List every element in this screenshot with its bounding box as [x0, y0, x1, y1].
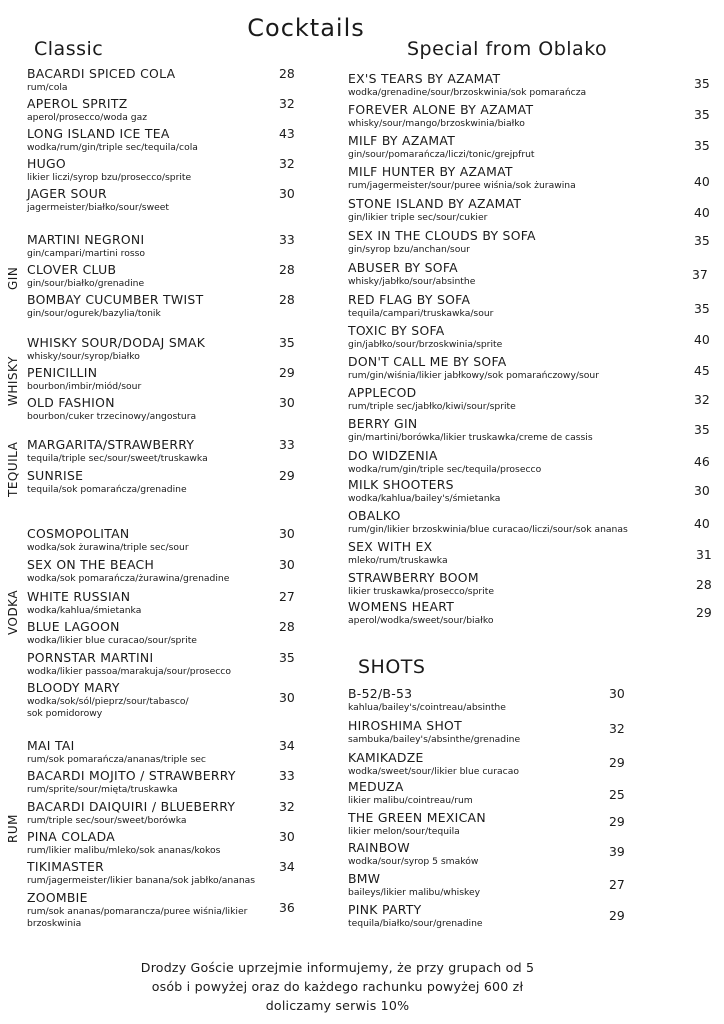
item-ingredients: baileys/likier malibu/whiskey — [348, 887, 481, 898]
item-price: 30 — [279, 395, 295, 410]
item-price: 29 — [696, 605, 712, 620]
item-price: 46 — [694, 454, 710, 469]
item-ingredients: gin/syrop bzu/anchan/sour — [348, 244, 470, 255]
item-price: 30 — [694, 483, 710, 498]
item-name: PINA COLADA — [27, 829, 115, 844]
item-name: TOXIC BY SOFA — [348, 323, 445, 338]
item-name: LONG ISLAND ICE TEA — [27, 126, 170, 141]
item-ingredients: whisky/jabłko/sour/absinthe — [348, 276, 476, 287]
menu-item — [348, 477, 688, 504]
item-price: 30 — [279, 690, 295, 705]
item-name: BLOODY MARY — [27, 680, 120, 695]
item-price: 33 — [279, 768, 295, 783]
item-name: SEX IN THE CLOUDS BY SOFA — [348, 228, 536, 243]
item-name: TIKIMASTER — [27, 859, 105, 874]
menu-item — [348, 871, 598, 898]
item-price: 35 — [694, 107, 710, 122]
menu-item — [27, 589, 277, 616]
item-price: 40 — [694, 516, 710, 531]
item-name: MARGARITA/STRAWBERRY — [27, 437, 195, 452]
item-name: SUNRISE — [27, 468, 84, 483]
menu-item — [27, 262, 277, 289]
item-name: BACARDI SPICED COLA — [27, 66, 176, 81]
item-ingredients: likier melon/sour/tequila — [348, 826, 460, 837]
item-name: STRAWBERRY BOOM — [348, 570, 479, 585]
item-name: JAGER SOUR — [27, 186, 107, 201]
item-ingredients: brzoskwinia — [27, 918, 82, 929]
item-name: APEROL SPRITZ — [27, 96, 128, 111]
item-price: 30 — [279, 829, 295, 844]
item-price: 28 — [279, 66, 295, 81]
item-name: MILF BY AZAMAT — [348, 133, 456, 148]
menu-item — [27, 395, 277, 422]
menu-item — [27, 768, 277, 795]
item-name: FOREVER ALONE BY AZAMAT — [348, 102, 534, 117]
menu-item — [27, 126, 277, 153]
item-price: 34 — [279, 738, 295, 753]
item-name: BLUE LAGOON — [27, 619, 120, 634]
item-ingredients: sok pomidorowy — [27, 708, 103, 719]
item-price: 40 — [694, 332, 710, 347]
item-name: KAMIKADZE — [348, 750, 424, 765]
item-name: OLD FASHION — [27, 395, 115, 410]
item-price: 32 — [609, 721, 625, 736]
item-ingredients: wodka/likier passoa/marakuja/sour/prosecco — [27, 666, 231, 677]
item-name: DO WIDZENIA — [348, 448, 438, 463]
item-ingredients: bourbon/cuker trzecinowy/angostura — [27, 411, 197, 422]
item-name: THE GREEN MEXICAN — [348, 810, 486, 825]
item-price: 28 — [279, 619, 295, 634]
menu-item — [348, 292, 688, 319]
item-name: HIROSHIMA SHOT — [348, 718, 462, 733]
item-name: B-52/B-53 — [348, 686, 413, 701]
item-name: MAI TAI — [27, 738, 75, 753]
menu-item — [27, 156, 277, 183]
item-ingredients: gin/jabłko/sour/brzoskwinia/sprite — [348, 339, 503, 350]
menu-item — [348, 260, 688, 287]
item-price: 35 — [694, 301, 710, 316]
item-ingredients: wodka/rum/gin/triple sec/tequila/prosecco — [348, 464, 542, 475]
item-name: RED FLAG BY SOFA — [348, 292, 471, 307]
item-name: BMW — [348, 871, 381, 886]
menu-item — [348, 718, 598, 745]
item-ingredients: gin/campari/martini rosso — [27, 248, 146, 259]
menu-item — [27, 680, 277, 719]
item-price: 37 — [692, 267, 708, 282]
item-name: SEX ON THE BEACH — [27, 557, 155, 572]
footer-line: doliczamy serwis 10% — [265, 998, 410, 1013]
menu-item — [348, 323, 688, 350]
item-price: 35 — [279, 650, 295, 665]
item-name: PINK PARTY — [348, 902, 422, 917]
item-price: 34 — [279, 859, 295, 874]
item-ingredients: mleko/rum/truskawka — [348, 555, 448, 566]
menu-item — [27, 365, 277, 392]
item-price: 40 — [694, 205, 710, 220]
item-name: COSMOPOLITAN — [27, 526, 130, 541]
menu-item — [348, 354, 688, 381]
menu-item — [27, 859, 277, 886]
item-name: MARTINI NEGRONI — [27, 232, 145, 247]
item-name: BERRY GIN — [348, 416, 418, 431]
item-ingredients: rum/triple sec/jabłko/kiwi/sour/sprite — [348, 401, 516, 412]
item-price: 30 — [609, 686, 625, 701]
menu-item — [348, 228, 688, 255]
item-ingredients: gin/martini/borówka/likier truskawka/creme de cassis — [348, 432, 593, 443]
menu-item — [348, 164, 688, 191]
item-ingredients: tequila/campari/truskawka/sour — [348, 308, 494, 319]
menu-item — [348, 539, 688, 566]
special-heading: Special from Oblako — [407, 38, 608, 60]
item-ingredients: wodka/kahlua/bailey's/śmietanka — [348, 493, 501, 504]
item-name: OBALKO — [348, 508, 401, 523]
item-ingredients: rum/gin/likier brzoskwinia/blue curacao/liczi/sour/sok ananas — [348, 524, 628, 535]
item-price: 40 — [694, 174, 710, 189]
item-name: SEX WITH EX — [348, 539, 433, 554]
item-price: 32 — [279, 799, 295, 814]
page-title: Cocktails — [247, 14, 365, 42]
item-price: 35 — [694, 138, 710, 153]
item-ingredients: rum/jagermeister/likier banana/sok jabłko/ananas — [27, 875, 256, 886]
item-ingredients: likier truskawka/prosecco/sprite — [348, 586, 494, 597]
item-ingredients: rum/sprite/sour/mięta/truskawka — [27, 784, 178, 795]
menu-item — [348, 133, 688, 160]
item-ingredients: wodka/grenadine/sour/brzoskwinia/sok pomarańcza — [348, 87, 587, 98]
item-ingredients: gin/likier triple sec/sour/cukier — [348, 212, 488, 223]
menu-item — [348, 779, 598, 806]
item-ingredients: jagermeister/białko/sour/sweet — [27, 202, 169, 213]
footer-line: osób i powyżej oraz do każdego rachunku powyżej 600 zł — [151, 979, 524, 994]
shots-heading: SHOTS — [358, 656, 426, 678]
item-ingredients: kahlua/bailey's/cointreau/absinthe — [348, 702, 506, 713]
item-name: DON'T CALL ME BY SOFA — [348, 354, 507, 369]
section-label-gin: GIN — [6, 266, 20, 290]
item-price: 29 — [609, 908, 625, 923]
item-ingredients: rum/triple sec/sour/sweet/borówka — [27, 815, 187, 826]
menu-item — [348, 750, 598, 777]
menu-item — [348, 902, 598, 929]
item-price: 33 — [279, 437, 295, 452]
item-ingredients: likier liczi/syrop bzu/prosecco/sprite — [27, 172, 192, 183]
item-ingredients: aperol/prosecco/woda gaz — [27, 112, 148, 123]
item-name: WHITE RUSSIAN — [27, 589, 131, 604]
menu-item — [27, 829, 277, 856]
item-ingredients: tequila/sok pomarańcza/grenadine — [27, 484, 187, 495]
item-ingredients: rum/sok pomarańcza/ananas/triple sec — [27, 754, 206, 765]
menu-item — [27, 526, 277, 553]
item-price: 31 — [696, 547, 712, 562]
menu-item — [27, 890, 277, 929]
menu-item — [348, 508, 688, 535]
item-name: MILF HUNTER BY AZAMAT — [348, 164, 513, 179]
item-name: STONE ISLAND BY AZAMAT — [348, 196, 522, 211]
menu-item — [27, 557, 277, 584]
item-price: 35 — [694, 233, 710, 248]
menu-item — [27, 292, 277, 319]
item-name: MEDUZA — [348, 779, 404, 794]
menu-item — [27, 650, 277, 677]
item-name: BOMBAY CUCUMBER TWIST — [27, 292, 204, 307]
item-price: 29 — [609, 755, 625, 770]
item-ingredients: wodka/kahlua/śmietanka — [27, 605, 142, 616]
item-price: 25 — [609, 787, 625, 802]
item-ingredients: aperol/wodka/sweet/sour/białko — [348, 615, 494, 626]
item-name: MILK SHOOTERS — [348, 477, 454, 492]
item-price: 29 — [279, 468, 295, 483]
menu-item — [348, 71, 688, 98]
item-ingredients: likier malibu/cointreau/rum — [348, 795, 473, 806]
item-price: 39 — [609, 844, 625, 859]
item-name: PORNSTAR MARTINI — [27, 650, 154, 665]
menu-item — [27, 619, 277, 646]
item-price: 30 — [279, 526, 295, 541]
item-price: 35 — [694, 422, 710, 437]
item-name: WHISKY SOUR/DODAJ SMAK — [27, 335, 206, 350]
item-ingredients: wodka/likier blue curacao/sour/sprite — [27, 635, 197, 646]
item-name: APPLECOD — [348, 385, 417, 400]
menu-item — [27, 799, 277, 826]
item-price: 30 — [279, 186, 295, 201]
item-price: 27 — [609, 877, 625, 892]
menu-item — [348, 448, 688, 475]
menu-item — [27, 66, 277, 93]
section-label-rum: RUM — [6, 814, 20, 843]
item-ingredients: wodka/rum/gin/triple sec/tequila/cola — [27, 142, 198, 153]
item-ingredients: rum/likier malibu/mleko/sok ananas/kokos — [27, 845, 221, 856]
menu-item — [27, 437, 277, 464]
item-ingredients: wodka/sour/syrop 5 smaków — [348, 856, 479, 867]
item-ingredients: gin/sour/białko/grenadine — [27, 278, 145, 289]
item-ingredients: wodka/sok/sól/pieprz/sour/tabasco/ — [27, 696, 189, 707]
section-label-vodka: VODKA — [6, 589, 20, 635]
item-ingredients: gin/sour/ogurek/bazylia/tonik — [27, 308, 161, 319]
menu-item — [348, 385, 688, 412]
menu-item — [27, 186, 277, 213]
menu-item — [348, 416, 688, 443]
item-ingredients: gin/sour/pomarańcza/liczi/tonic/grejpfrut — [348, 149, 535, 160]
item-name: PENICILLIN — [27, 365, 98, 380]
item-ingredients: tequila/triple sec/sour/sweet/truskawka — [27, 453, 208, 464]
menu-item — [27, 738, 277, 765]
item-price: 32 — [279, 96, 295, 111]
service-charge-notice — [130, 958, 545, 1015]
menu-item — [27, 335, 277, 362]
menu-item — [27, 468, 277, 495]
menu-item — [348, 196, 688, 223]
item-price: 29 — [279, 365, 295, 380]
item-price: 28 — [279, 262, 295, 277]
item-price: 30 — [279, 557, 295, 572]
menu-item — [348, 686, 598, 713]
item-name: WOMENS HEART — [348, 599, 455, 614]
menu-item — [27, 96, 277, 123]
menu-item — [27, 232, 277, 259]
item-ingredients: rum/gin/wiśnia/likier jabłkowy/sok pomarańczowy/sour — [348, 370, 599, 381]
item-ingredients: tequila/białko/sour/grenadine — [348, 918, 483, 929]
item-name: BACARDI MOJITO / STRAWBERRY — [27, 768, 236, 783]
section-label-tequila: TEQUILA — [6, 441, 20, 497]
item-name: EX'S TEARS BY AZAMAT — [348, 71, 501, 86]
item-price: 32 — [694, 392, 710, 407]
item-price: 28 — [279, 292, 295, 307]
menu-item — [348, 810, 598, 837]
menu-item — [348, 570, 688, 597]
item-ingredients: whisky/sour/syrop/białko — [27, 351, 140, 362]
item-name: RAINBOW — [348, 840, 410, 855]
item-price: 33 — [279, 232, 295, 247]
item-ingredients: rum/jagermeister/sour/puree wiśnia/sok żurawina — [348, 180, 576, 191]
item-name: BACARDI DAIQUIRI / BLUEBERRY — [27, 799, 236, 814]
item-ingredients: wodka/sweet/sour/likier blue curacao — [348, 766, 519, 777]
item-price: 36 — [279, 900, 295, 915]
section-label-whisky: WHISKY — [6, 356, 20, 406]
menu-item — [348, 102, 688, 129]
item-price: 35 — [694, 76, 710, 91]
item-ingredients: whisky/sour/mango/brzoskwinia/białko — [348, 118, 525, 129]
item-price: 28 — [696, 577, 712, 592]
item-ingredients: wodka/sok żurawina/triple sec/sour — [27, 542, 189, 553]
menu-item — [348, 599, 688, 626]
item-price: 32 — [279, 156, 295, 171]
item-price: 43 — [279, 126, 295, 141]
classic-heading: Classic — [34, 38, 104, 60]
item-price: 27 — [279, 589, 295, 604]
item-ingredients: wodka/sok pomarańcza/żurawina/grenadine — [27, 573, 230, 584]
item-price: 29 — [609, 814, 625, 829]
item-name: CLOVER CLUB — [27, 262, 117, 277]
item-ingredients: sambuka/bailey's/absinthe/grenadine — [348, 734, 521, 745]
item-price: 45 — [694, 363, 710, 378]
item-name: HUGO — [27, 156, 66, 171]
item-ingredients: bourbon/imbir/miód/sour — [27, 381, 142, 392]
item-ingredients: rum/sok ananas/pomarancza/puree wiśnia/likier — [27, 906, 248, 917]
item-ingredients: rum/cola — [27, 82, 68, 93]
item-price: 35 — [279, 335, 295, 350]
menu-item — [348, 840, 598, 867]
item-name: ABUSER BY SOFA — [348, 260, 458, 275]
item-name: ZOOMBIE — [27, 890, 88, 905]
footer-line: Drodzy Goście uprzejmie informujemy, że przy grupach od 5 — [140, 960, 535, 975]
